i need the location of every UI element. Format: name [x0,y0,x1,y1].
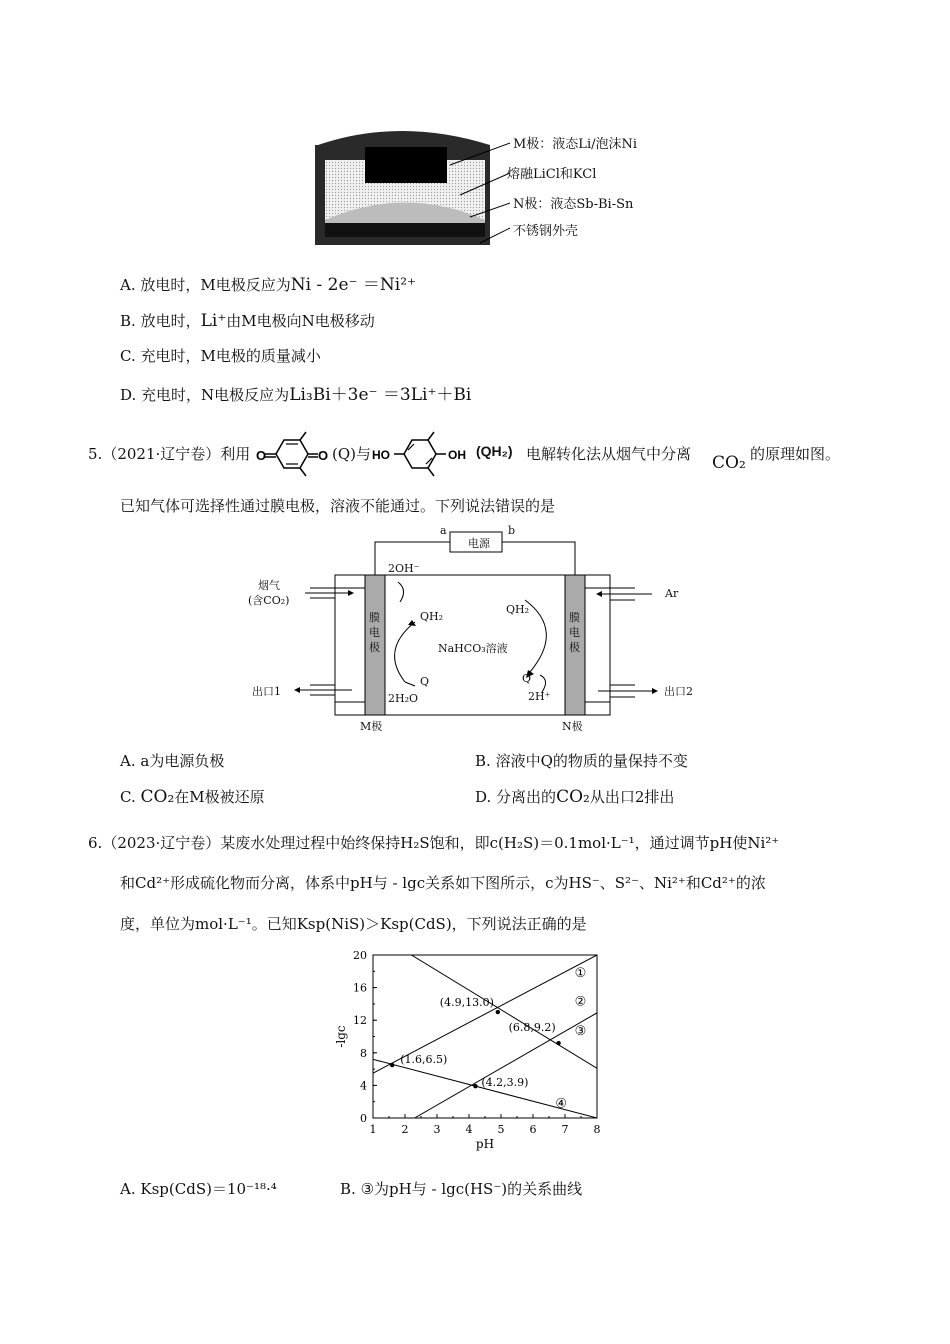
m-pole-label: M极 [360,720,383,733]
solution-label: NaHCO₃溶液 [438,642,508,655]
q6-stem-line2: 和Cd²⁺形成硫化物而分离，体系中pH与 - lgc关系如下图所示，c为HS⁻、S²⁻、Ni²⁺和Cd²⁺的浓 [120,874,766,892]
battery-figure [310,125,670,250]
h-plus-label: 2H⁺ [528,690,551,703]
q5-option-d: D. 分离出的CO₂从出口2排出 [475,787,675,807]
q4-option-c: C. 充电时，M电极的质量减小 [120,347,321,365]
intersection-label-2: (6.8,9.2) [508,1021,556,1035]
qh2-left-label: QH₂ [420,610,444,623]
hydroquinone-structure [372,430,482,480]
y-axis-label: -lgc [334,1025,348,1048]
terminal-a: a [440,524,447,537]
q5-option-b: B. 溶液中Q的物质的量保持不变 [475,752,688,770]
svg-text:HO: HO [372,448,390,462]
x-tick-label: 3 [433,1123,441,1136]
label-electrolyte: 熔融LiCl和KCl [507,167,597,182]
q5-stem-line1: 5.（2021·辽宁卷）利用 [88,445,251,463]
x-tick-label: 1 [369,1123,377,1136]
q4-option-b: B. 放电时，Li⁺由M电极向N电极移动 [120,311,375,331]
q4-option-a: A. 放电时，M电极反应为Ni - 2e⁻ ＝Ni²⁺ [120,275,416,295]
membrane-right: 膜电极 [569,611,580,654]
label-m-electrode: M极：液态Li/泡沫Ni [513,137,638,152]
intersection-point-3 [390,1063,394,1067]
q5-option-a: A. a为电源负极 [120,752,225,770]
terminal-b: b [508,524,516,537]
q6-stem-line1: 6.（2023·辽宁卷）某废水处理过程中始终保持H₂S饱和，即c(H₂S)＝0.1mol·L⁻¹，通过调节pH使Ni²⁺ [88,834,780,852]
plot-frame [373,955,597,1118]
qh2-label: (QH₂) [476,443,513,459]
y-tick-label: 20 [353,949,367,962]
flue-gas-co2: (含CO₂) [248,594,290,607]
quinone-structure [256,430,336,480]
q4-option-d: D. 充电时，N电极反应为Li₃Bi＋3e⁻ ＝3Li⁺＋Bi [120,385,472,405]
intersection-label-4: (4.2,3.9) [481,1076,529,1090]
series-label-2: ② [574,994,587,1010]
y-tick-label: 16 [353,981,367,995]
x-tick-label: 5 [497,1123,505,1136]
ar-label: Ar [665,587,679,600]
flue-gas-label: 烟气 [258,579,280,592]
power-label: 电源 [468,537,490,550]
q5-stem-tail: 电解转化法从烟气中分离 [526,445,692,463]
outlet-2: 出口2 [664,685,693,698]
x-tick-label: 4 [465,1123,473,1136]
ph-lgc-chart [325,945,625,1160]
q5-stem-end: 的原理如图。 [750,445,841,463]
q5-option-c: C. CO₂在M极被还原 [120,787,265,807]
oh-label: 2OH⁻ [388,562,420,575]
x-tick-label: 6 [529,1123,537,1136]
x-tick-label: 8 [593,1123,601,1136]
label-n-electrode: N极：液态Sb-Bi-Sn [513,197,634,212]
q5-stem-line2: 已知气体可选择性通过膜电极，溶液不能通过。下列说法错误的是 [120,497,556,515]
x-axis-label: pH [475,1137,495,1151]
h2o-label: 2H₂O [388,692,419,705]
electrolysis-diagram [240,520,700,740]
intersection-point-1 [496,1010,500,1014]
x-tick-label: 2 [401,1123,409,1136]
series-label-4: ④ [555,1096,568,1112]
y-tick-label: 0 [360,1112,367,1125]
outlet-1: 出口1 [252,685,281,698]
x-tick-label: 7 [561,1123,569,1136]
q-right-label: Q [522,672,532,685]
q5-co2: CO₂ [712,453,746,473]
intersection-label-1: (4.9,13.0) [439,996,494,1010]
svg-text:OH: OH [448,448,466,462]
label-shell: 不锈钢外壳 [513,224,579,239]
y-tick-label: 8 [360,1046,367,1060]
q6-option-b: B. ③为pH与 - lgc(HS⁻)的关系曲线 [340,1180,583,1198]
series-label-3: ③ [574,1023,587,1039]
membrane-left: 膜电极 [369,611,380,654]
intersection-point-2 [556,1041,560,1045]
q6-option-a: A. Ksp(CdS)＝10⁻¹⁸·⁴ [120,1180,277,1198]
y-tick-label: 12 [353,1014,367,1028]
q6-stem-line3: 度，单位为mol·L⁻¹。已知Ksp(NiS)＞Ksp(CdS)，下列说法正确的是 [120,915,587,933]
y-tick-label: 4 [360,1079,367,1093]
intersection-label-3: (1.6,6.5) [400,1053,448,1067]
series-line-2 [411,955,597,1068]
q-label: (Q)与 [332,445,372,463]
series-label-1: ① [574,966,587,982]
n-pole-label: N极 [562,720,583,733]
q-left-label: Q [420,675,430,688]
qh2-right-label: QH₂ [506,603,530,616]
svg-text:O: O [318,448,329,463]
electrolysis-figure [240,520,700,740]
intersection-point-4 [473,1084,477,1088]
svg-text:O: O [256,448,267,463]
